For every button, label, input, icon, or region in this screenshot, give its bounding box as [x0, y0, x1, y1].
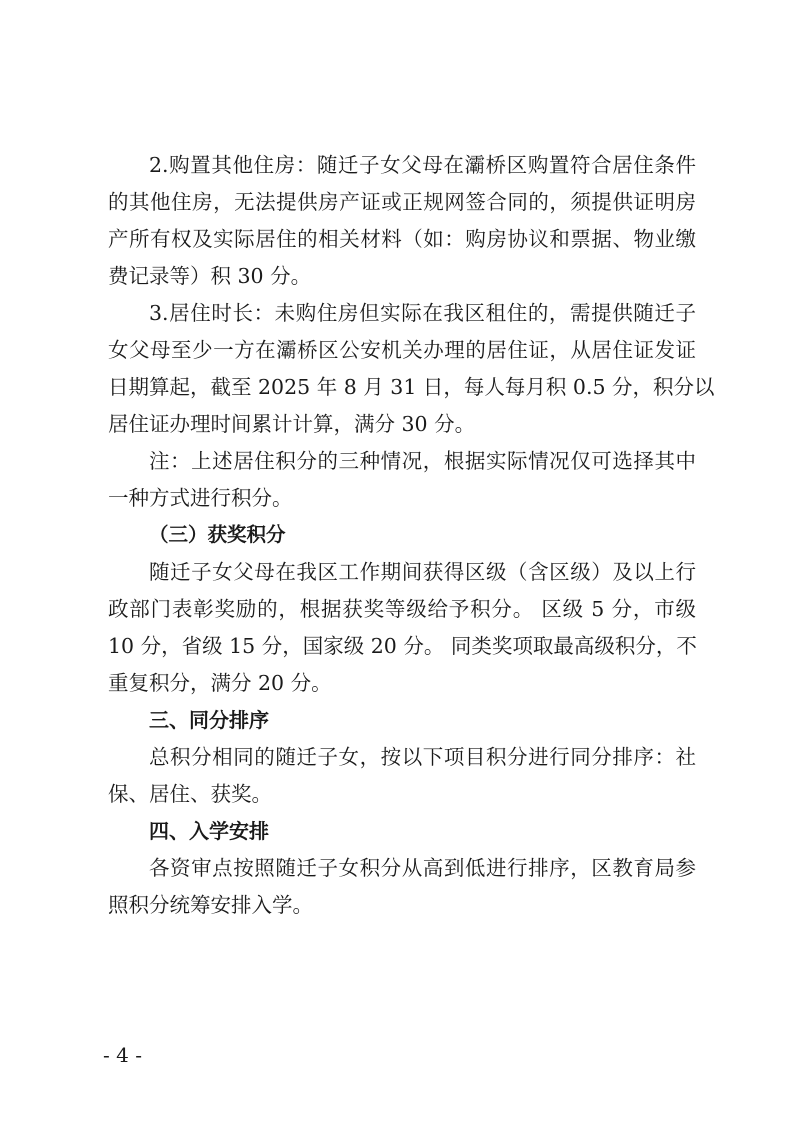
subsection-title: （三）获奖积分 [149, 523, 286, 546]
note-line: 注：上述居住积分的三种情况，根据实际情况仅可选择其中 [149, 449, 696, 473]
paragraph-line: 重复积分，满分 20 分。 [108, 671, 332, 695]
section-title: 三、同分排序 [149, 708, 269, 732]
paragraph-line: 各资审点按照随迁子女积分从高到低进行排序，区教育局参 [149, 856, 696, 880]
paragraph-line: 照积分统筹安排入学。 [108, 893, 313, 917]
paragraph-line: 随迁子女父母在我区工作期间获得区级（含区级）及以上行 [149, 560, 696, 584]
paragraph-line: 政部门表彰奖励的，根据获奖等级给予积分。 区级 5 分，市级 [108, 597, 696, 621]
paragraph-line: 日期算起，截至 2025 年 8 月 31 日，每人每月积 0.5 分，积分以 [108, 375, 715, 399]
page-number: - 4 - [103, 1043, 142, 1067]
paragraph-line: 费记录等）积 30 分。 [108, 264, 312, 288]
paragraph-line: 10 分，省级 15 分，国家级 20 分。 同类奖项取最高级积分，不 [108, 634, 697, 658]
paragraph-line: 3.居住时长：未购住房但实际在我区租住的，需提供随迁子 [149, 301, 696, 325]
paragraph-line: 2.购置其他住房：随迁子女父母在灞桥区购置符合居住条件 [149, 153, 696, 177]
paragraph-line: 总积分相同的随迁子女，按以下项目积分进行同分排序：社 [149, 745, 696, 769]
paragraph-line: 居住证办理时间累计计算，满分 30 分。 [108, 412, 476, 436]
paragraph-line: 的其他住房，无法提供房产证或正规网签合同的，须提供证明房 [108, 190, 696, 214]
section-title: 四、入学安排 [149, 819, 269, 843]
paragraph-line: 保、居住、获奖。 [108, 782, 272, 806]
note-line: 一种方式进行积分。 [108, 486, 293, 510]
paragraph-line: 女父母至少一方在灞桥区公安机关办理的居住证，从居住证发证 [108, 338, 696, 362]
paragraph-line: 产所有权及实际居住的相关材料（如：购房协议和票据、物业缴 [108, 227, 696, 251]
